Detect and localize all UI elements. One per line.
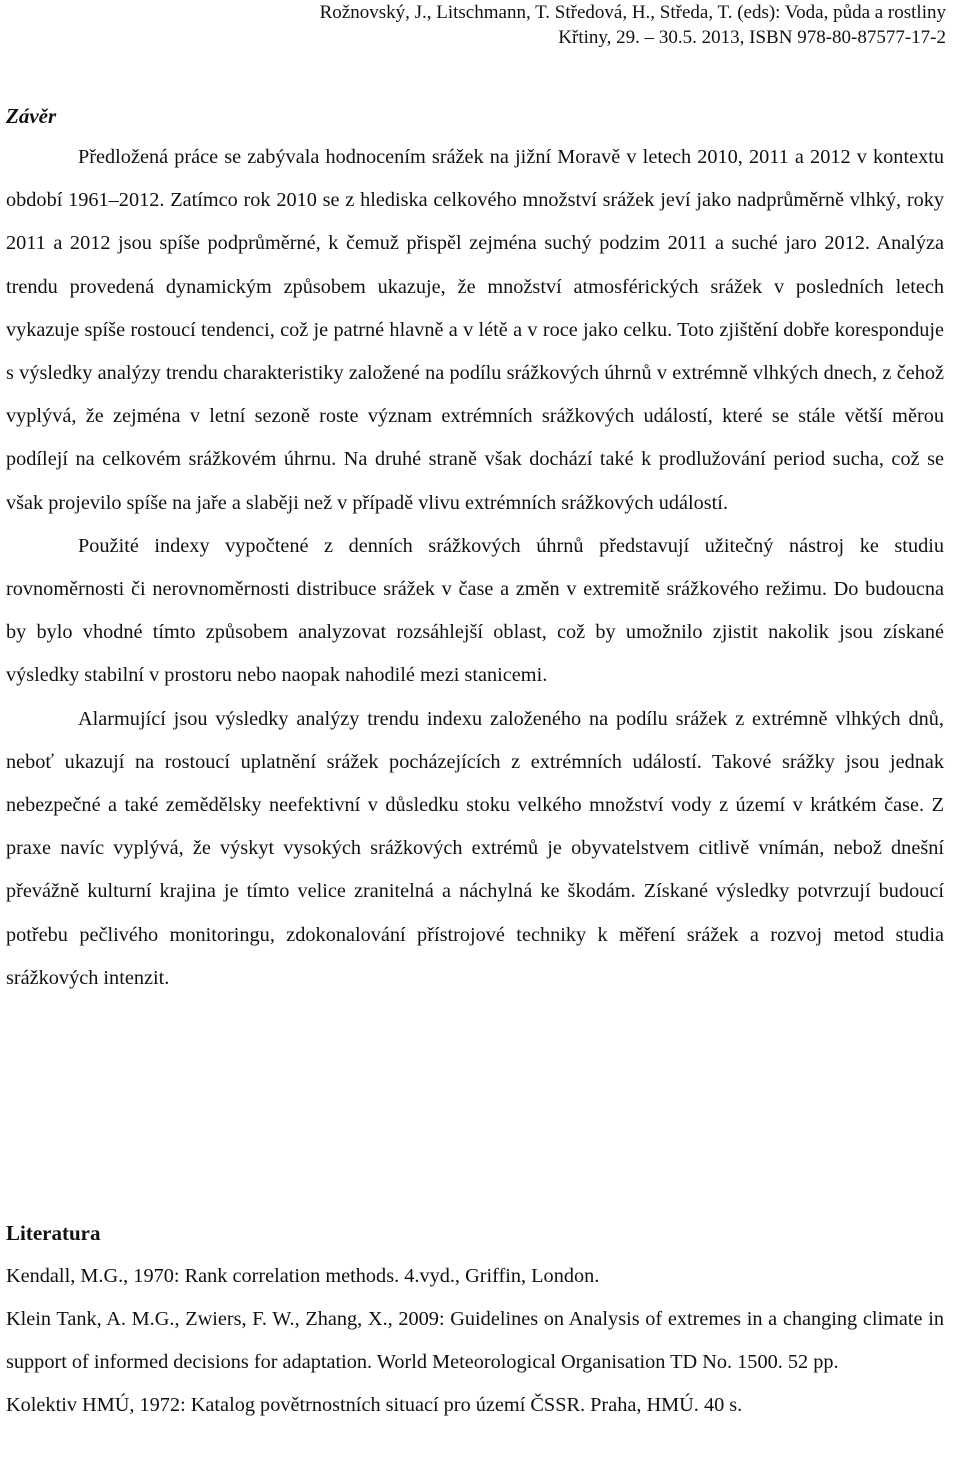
conclusion-paragraph-3: Alarmující jsou výsledky analýzy trendu indexu založeného na podílu srážek z extrémně vlhkých dnů, neboť ukazují na rostoucí uplatnění srážek pocházejících z extrémních událostí. Takové srážky jsou jednak nebezpečné a také zemědělsky neefektivní v důsledku stoku velkého množství vody z území v krátkém čase. Z praxe navíc vyplývá, že výskyt vysokých srážkových extrémů je obyvatelstvem citlivě vnímán, nebož dnešní převážně kulturní krajina je tímto velice zranitelná a náchylná ke škodám. Získané výsledky potvrzují budoucí potřebu pečlivého monitoringu, zdokonalování přístrojové techniky k měření srážek a rozvoj metod studia srážkových intenzit. (6, 707, 944, 989)
reference-item-kolektiv-hmu: Kolektiv HMÚ, 1972: Katalog povětrnostních situací pro území ČSSR. Praha, HMÚ. 40 s. (6, 1394, 743, 1416)
reference-list (6, 1255, 944, 1427)
reference-item-klein-tank: Klein Tank, A. M.G., Zwiers, F. W., Zhang, X., 2009: Guidelines on Analysis of extremes in a changing climate in support of informed decisions for adaptation. World Meteorological Organisation TD No. 1500. 52 pp. (6, 1308, 944, 1373)
conclusion-heading: Závěr (6, 104, 57, 128)
conclusion-body (6, 136, 944, 1000)
conclusion-paragraph-1: Předložená práce se zabývala hodnocením srážek na jižní Moravě v letech 2010, 2011 a 2012 v kontextu období 1961–2012. Zatímco rok 2010 se z hlediska celkového množství srážek jeví jako nadprůměrně vlhký, roky 2011 a 2012 jsou spíše podprůměrné, k čemuž přispěl zejména suchý podzim 2011 a suché jaro 2012. Analýza trendu provedená dynamickým způsobem ukazuje, že množství atmosférických srážek v posledních letech vykazuje spíše rostoucí tendenci, což je patrné hlavně a v létě a v roce jako celku. Toto zjištění dobře koresponduje s výsledky analýzy trendu charakteristiky založené na podílu srážkových úhrnů v extrémně vlhkých dnech, z čehož vyplývá, že zejména v letní sezoně roste význam extrémních srážkových událostí, které se stále větší měrou podílejí na celkovém srážkovém úhrnu. Na druhé straně však dochází také k prodlužování period sucha, což se však projevilo spíše na jaře a slaběji než v případě vlivu extrémních srážkových událostí. (6, 146, 944, 514)
conclusion-paragraph-2: Použité indexy vypočtené z denních srážkových úhrnů představují užitečný nástroj ke studiu rovnoměrnosti či nerovnoměrnosti distribuce srážek v čase a změn v extremitě srážkového režimu. Do budoucna by bylo vhodné tímto způsobem analyzovat rozsáhlejší oblast, což by umožnilo zjistit nakolik jsou získané výsledky stabilní v prostoru nebo naopak nahodilé mezi stanicemi. (6, 534, 944, 687)
running-header (320, 0, 946, 50)
header-line-venue: Křtiny, 29. – 30.5. 2013, ISBN 978-80-87577-17-2 (558, 27, 946, 48)
literature-heading: Literatura (6, 1221, 101, 1245)
reference-item-kendall: Kendall, M.G., 1970: Rank correlation methods. 4.vyd., Griffin, London. (6, 1265, 600, 1287)
header-line-editors: Rožnovský, J., Litschmann, T. Středová, H., Středa, T. (eds): Voda, půda a rostliny (319, 2, 946, 23)
